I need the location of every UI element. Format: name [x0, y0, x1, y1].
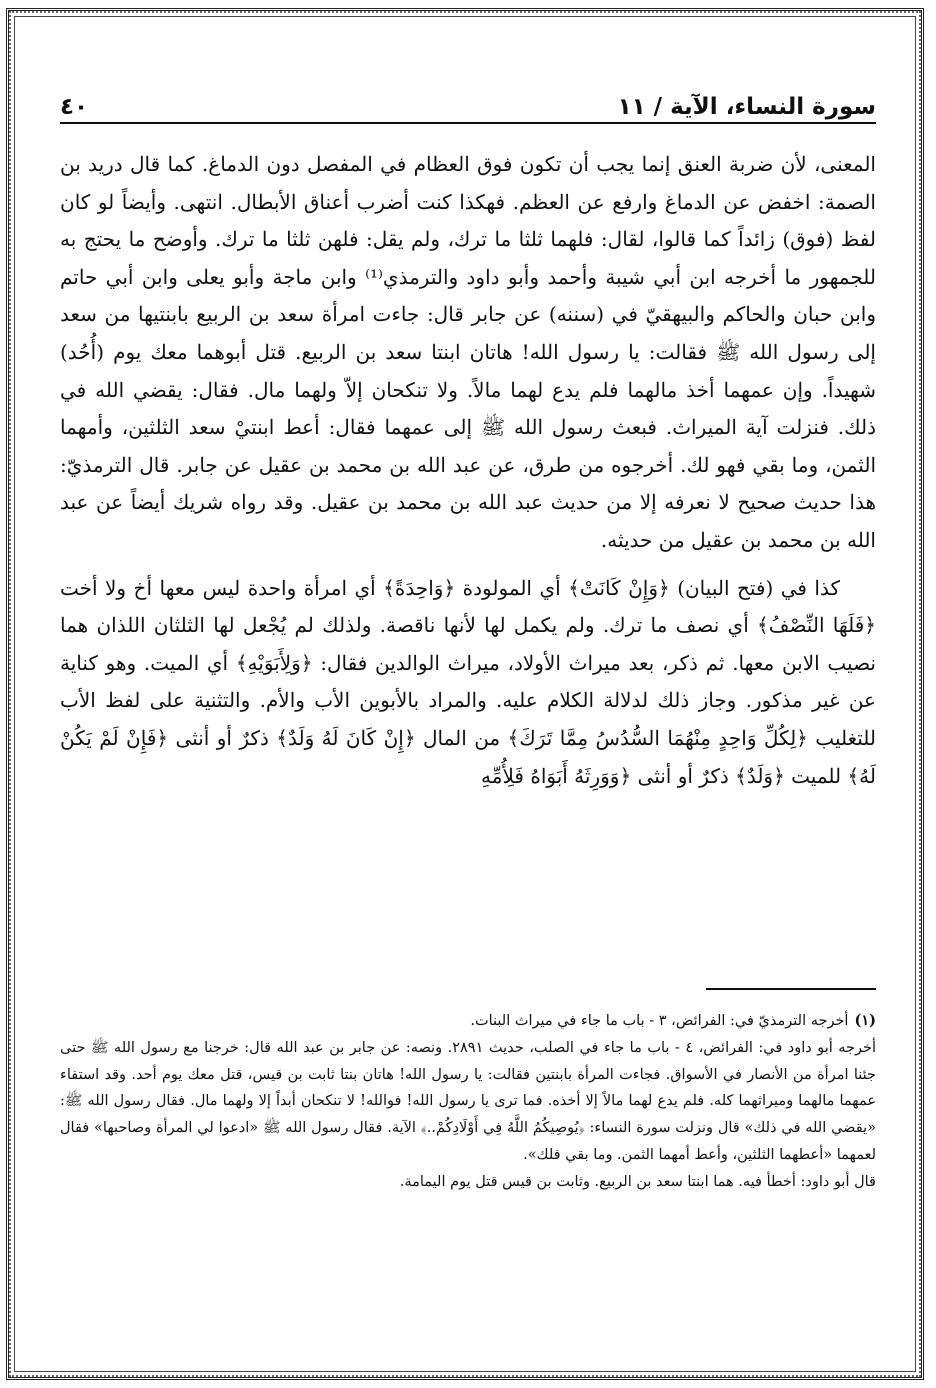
page-number: ٤٠ [60, 94, 89, 120]
footnote-line-1: أخرجه الترمذيّ في: الفرائض، ٣ - باب ما جاء في ميراث البنات. [470, 1013, 849, 1029]
page-header [60, 70, 876, 120]
paragraph-1: المعنى، لأن ضربة العنق إنما يجب أن تكون فوق العظام في المفصل دون الدماغ. كما قال دريد بن الصمة: اخفض عن الدماغ وارفع عن العظم. فهكذا كنت أضرب أعناق الأبطال. انتهى. وأيضاً لو كان لفظ (فوق) زائداً كما قالوا، لقال: فلهما ثلثا ما ترك، ولم يقل: فلهن ثلثا ما ترك. وأوضح ما يحتج به للجمهور ما أخرجه ابن أبي شيبة وأحمد وأبو داود والترمذي⁽¹⁾ وابن ماجة وأبو يعلى وابن أبي حاتم وابن حبان والحاكم والبيهقيّ في (سننه) عن جابر قال: جاءت امرأة سعد بن الربيع بابنتيها من سعد إلى رسول الله ﷺ فقالت: يا رسول الله! هاتان ابنتا سعد بن الربيع. قتل أبوهما معك يوم (أُحُد) شهيداً. وإن عمهما أخذ مالهما فلم يدع لهما مالاً. ولا تنكحان إلاّ ولهما مال. فقال: يقضي الله في ذلك. فنزلت آية الميراث. فبعث رسول الله ﷺ إلى عمهما فقال: أعط ابنتيْ سعد الثلثين، وأمهما الثمن، وما بقي فهو لك. أخرجوه من طرق، عن عبد الله بن محمد بن عقيل عن جابر. قال الترمذيّ: هذا حديث صحيح لا نعرفه إلا من حديث عبد الله بن محمد بن عقيل. وقد رواه شريك أيضاً عن عبد الله بن محمد بن عقيل من حديثه. [60, 152, 876, 552]
page-content [60, 70, 876, 1330]
footnotes [60, 1008, 876, 1196]
main-text [60, 146, 876, 795]
footnote-separator [706, 988, 876, 990]
running-title: سورة النساء، الآية / ١١ [617, 94, 876, 120]
paragraph-2: كذا في (فتح البيان) ﴿وَإِنْ كَانَتْ﴾ أي المولودة ﴿وَاحِدَةً﴾ أي امرأة واحدة ليس معها أخ ولا أخت ﴿فَلَهَا النِّصْفُ﴾ أي نصف ما ترك. ولم يكمل لها لأنها ناقصة. ولذلك لم يُجْعل لها الثلثان اللذان هما نصيب الابن معها. ثم ذكر، بعد ميراث الأولاد، ميراث الوالدين فقال: ﴿وَلِأَبَوَيْهِ﴾ أي الميت. وهو كناية عن غير مذكور. وجاز ذلك لدلالة الكلام عليه. والمراد بالأبوين الأب والأم. والتثنية على لفظ الأب للتغليب ﴿لِكُلِّ وَاحِدٍ مِنْهُمَا السُّدُسُ مِمَّا تَرَكَ﴾ من المال ﴿إِنْ كَانَ لَهُ وَلَدٌ﴾ ذكرٌ أو أنثى ﴿فَإِنْ لَمْ يَكُنْ لَهُ﴾ للميت ﴿وَلَدٌ﴾ ذكرٌ أو أنثى ﴿وَوَرِثَهُ أَبَوَاهُ فَلِأُمِّهِ [60, 575, 876, 788]
header-rule [60, 122, 876, 124]
footnote-number: (١) [854, 1012, 876, 1029]
footnote-line-3: قال أبو داود: أخطأ فيه. هما ابنتا سعد بن الربيع. وثابت بن قيس قتل يوم اليمامة. [399, 1173, 876, 1190]
footnote-line-2: أخرجه أبو داود في: الفرائض، ٤ - باب ما جاء في الصلب، حديث ٢٨٩١. ونصه: عن جابر بن عبد الله قال: خرجنا مع رسول الله ﷺ حتى جئنا امرأة من الأنصار في الأسواق. فجاءت المرأة بابنتين فقالت: يا رسول الله! هاتان بنتا ثابت بن قيس، قتل معك يوم أحد. وقد استفاء عمهما مالهما وميراثهما كله. فلم يدع لهما مالاً إلا أخذه. فما ترى يا رسول الله! فوالله! لا تنكحان أبداً إلا ولهما مال. فقال رسول الله ﷺ: «يقضي الله في ذلك» قال ونزلت سورة النساء: ﴿يُوصِيكُمُ اللَّهُ فِي أَوْلَادِكُمْ..﴾ الآية. فقال رسول الله ﷺ «ادعوا لي المرأة وصاحبها» فقال لعمهما «أعطهما الثلثين، وأعط أمهما الثمن. وما بقي فلك». [60, 1039, 877, 1163]
footnote-1 [60, 1008, 876, 1035]
